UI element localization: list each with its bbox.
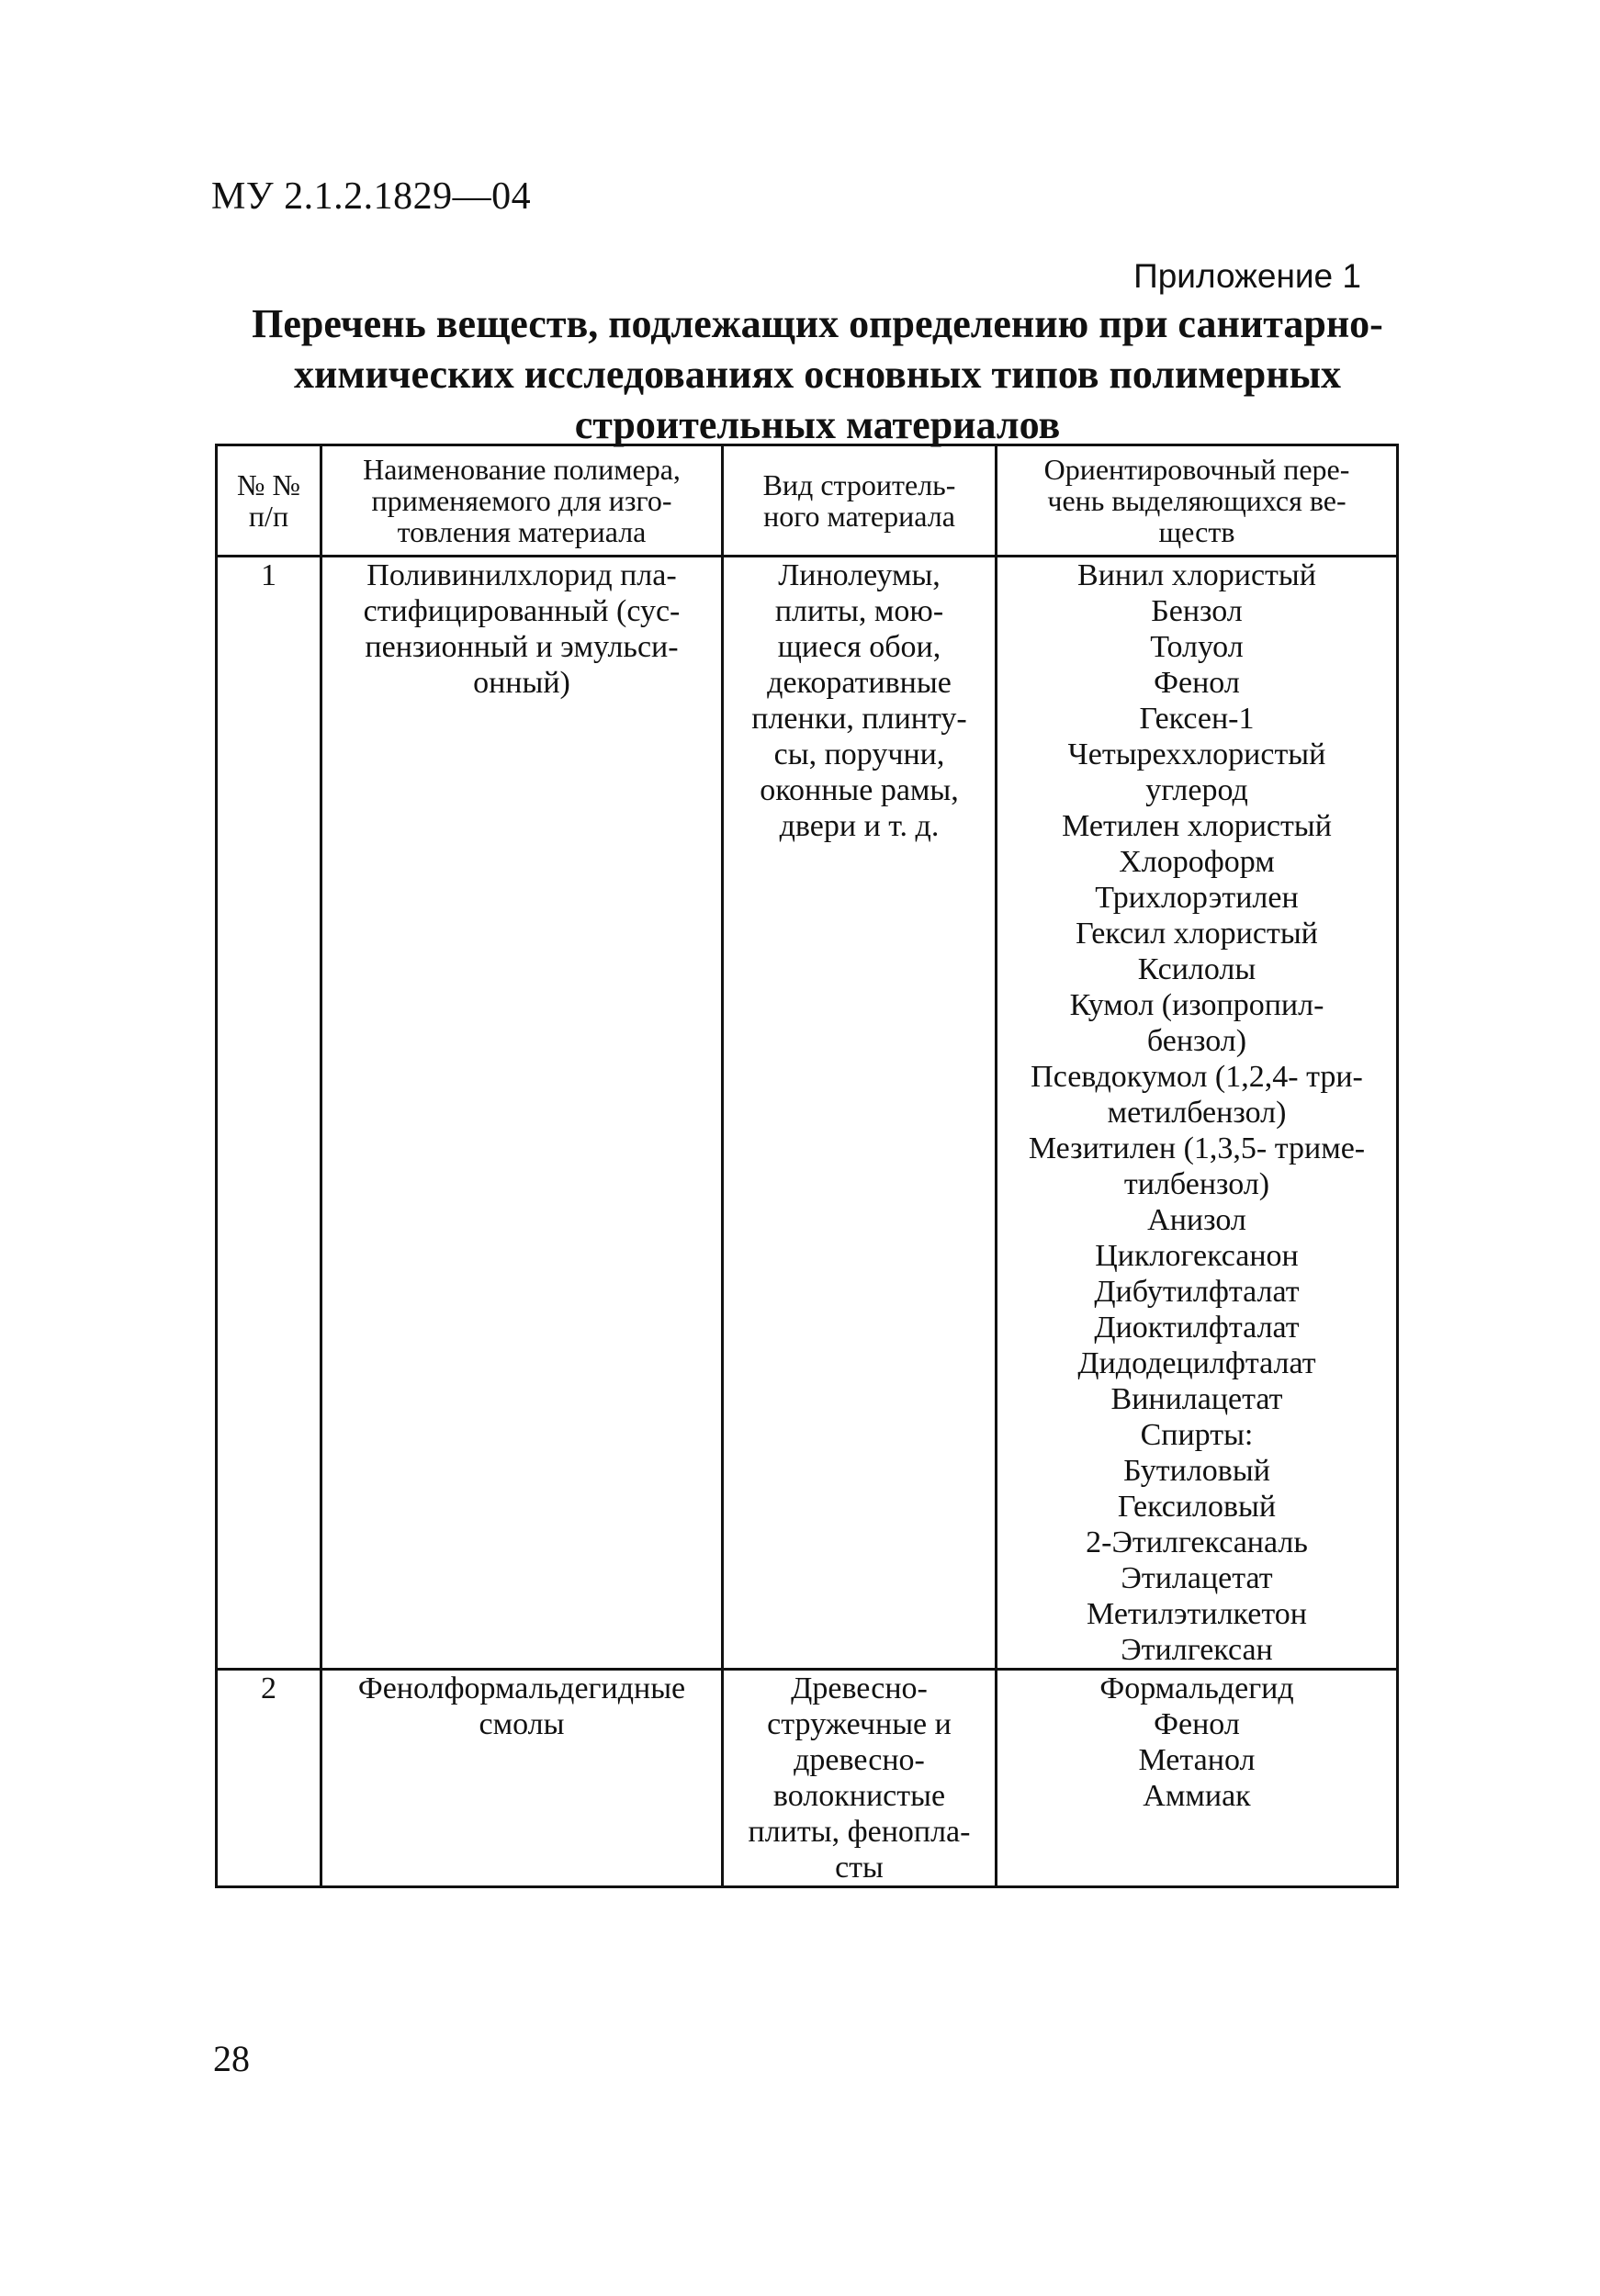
- cell-line: щиеся обои,: [777, 630, 941, 664]
- cell-line: Дидодецилфталат: [1077, 1346, 1316, 1380]
- cell-line: Трихлорэтилен: [1095, 881, 1299, 915]
- cell-line: тилбензол): [1123, 1167, 1270, 1201]
- cell-line: Толуол: [1150, 630, 1244, 664]
- cell-line: Анизол: [1147, 1203, 1246, 1237]
- cell-line: декоративные: [767, 666, 952, 700]
- cell-line: Четыреххлористый: [1067, 737, 1326, 771]
- cell-number: 1: [217, 557, 321, 1670]
- cell-line: Винилацетат: [1110, 1382, 1283, 1416]
- cell-line: Фенол: [1154, 1707, 1240, 1741]
- cell-line: пензионный и эмульси-: [365, 630, 679, 664]
- cell-material: [723, 557, 997, 1670]
- title-line: строительных материалов: [574, 402, 1061, 447]
- cell-material: [723, 1670, 997, 1887]
- cell-line: стифицированный (сус-: [363, 594, 681, 628]
- cell-line: стружечные и: [767, 1707, 952, 1741]
- cell-line: Спирты:: [1140, 1418, 1254, 1452]
- cell-substances: [997, 1670, 1398, 1887]
- cell-line: Хлороформ: [1119, 845, 1275, 879]
- document-title: [184, 298, 1451, 450]
- cell-substances: [997, 557, 1398, 1670]
- cell-line: древесно-: [794, 1743, 925, 1777]
- cell-line: Фенолформальдегидные: [357, 1671, 686, 1705]
- cell-line: Гексен-1: [1139, 702, 1255, 736]
- cell-line: Метилэтилкетон: [1087, 1597, 1307, 1631]
- header-substances: Ориентировочный пере- чень выделяющихся ве- ществ: [997, 445, 1398, 557]
- cell-line: Этилгексан: [1121, 1633, 1273, 1667]
- cell-line: Гексил хлористый: [1076, 917, 1318, 951]
- cell-line: Поливинилхлорид пла-: [366, 558, 677, 592]
- cell-line: Фенол: [1154, 666, 1240, 700]
- title-line: химических исследованиях основных типов полимерных: [294, 352, 1341, 397]
- cell-line: Метанол: [1138, 1743, 1256, 1777]
- cell-line: оконные рамы,: [760, 773, 959, 807]
- cell-line: пленки, плинту-: [751, 702, 967, 736]
- title-line: Перечень веществ, подлежащих определению при санитарно-: [252, 301, 1383, 346]
- cell-line: Дибутилфталат: [1094, 1275, 1300, 1309]
- cell-line: Гексиловый: [1117, 1490, 1277, 1524]
- cell-line: углерод: [1145, 773, 1248, 807]
- cell-line: волокнистые: [772, 1779, 946, 1813]
- cell-line: Бензол: [1151, 594, 1243, 628]
- cell-line: сы, поручни,: [773, 737, 945, 771]
- cell-line: Бутиловый: [1123, 1454, 1270, 1488]
- cell-line: Ксилолы: [1137, 952, 1256, 986]
- cell-line: Винил хлористый: [1077, 558, 1316, 592]
- cell-line: Формальдегид: [1099, 1671, 1294, 1705]
- cell-line: онный): [473, 666, 570, 700]
- cell-line: бензол): [1146, 1024, 1247, 1058]
- cell-line: сты: [835, 1851, 884, 1885]
- cell-line: Древесно-: [791, 1671, 928, 1705]
- cell-polymer: [321, 1670, 723, 1887]
- cell-line: 2-Этилгексаналь: [1086, 1525, 1308, 1559]
- cell-line: Псевдокумол (1,2,4- три-: [1031, 1060, 1363, 1094]
- cell-line: Кумол (изопропил-: [1069, 988, 1324, 1022]
- table-header-row: [217, 445, 1398, 557]
- cell-line: Метилен хлористый: [1062, 809, 1332, 843]
- header-material: Вид строитель- ного материала: [723, 445, 997, 557]
- page-number: 28: [213, 2038, 250, 2079]
- cell-line: Циклогексанон: [1095, 1239, 1299, 1273]
- cell-line: метилбензол): [1107, 1096, 1287, 1130]
- substances-table: [215, 444, 1399, 1888]
- cell-line: Линолеумы,: [778, 558, 941, 592]
- cell-number: 2: [217, 1670, 321, 1887]
- cell-line: двери и т. д.: [779, 809, 940, 843]
- cell-line: Мезитилен (1,3,5- тримe-: [1028, 1131, 1366, 1165]
- cell-line: плиты, феноплa-: [748, 1815, 971, 1849]
- cell-line: Этилацетат: [1121, 1561, 1273, 1595]
- cell-line: Диоктилфталат: [1094, 1311, 1300, 1345]
- cell-line: плиты, мою-: [774, 594, 944, 628]
- header-polymer: Наименование полимера, применяемого для изго- товления материала: [321, 445, 723, 557]
- document-code: МУ 2.1.2.1829—04: [211, 175, 532, 218]
- header-number: № № п/п: [217, 445, 321, 557]
- cell-polymer: [321, 557, 723, 1670]
- cell-line: смолы: [479, 1707, 565, 1741]
- appendix-label: Приложение 1: [1133, 257, 1361, 295]
- table-row: [217, 1670, 1398, 1887]
- cell-line: Аммиак: [1143, 1779, 1251, 1813]
- table-row: [217, 557, 1398, 1670]
